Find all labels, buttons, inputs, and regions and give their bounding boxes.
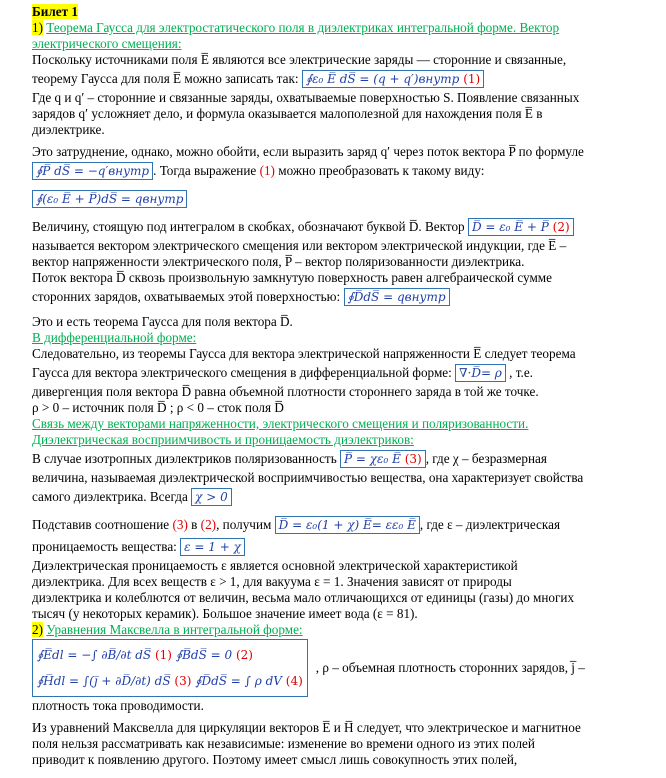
maxwell-eq-3: ∮H̅dl = ∫(j̅ + ∂D̅/∂t) dS̅ <box>37 674 171 688</box>
paragraph-line <box>32 144 666 160</box>
formula-combined: ∮(ε₀ E̅ + P̅)dS̅ = qвнутр <box>32 190 187 208</box>
ticket-title: Билет 1 <box>32 4 78 19</box>
formula-chi: χ > 0 <box>191 488 232 506</box>
paragraph-line <box>32 254 666 270</box>
paragraph-line <box>32 90 666 106</box>
paragraph-line <box>32 106 666 122</box>
text: проницаемость вещества: <box>32 539 177 554</box>
text: приводит к появлению другого. Поэтому имеет смысл лишь совокупность этих полей, <box>32 752 518 767</box>
section-heading <box>32 330 666 346</box>
maxwell-equations-box <box>32 639 308 697</box>
text: тысяч (у некоторых керамик). Большое значение имеет вода (ε = 81). <box>32 606 418 621</box>
text: самого диэлектрика. Всегда <box>32 489 188 504</box>
formula-ref: (1) <box>259 163 275 178</box>
maxwell-row-2 <box>37 668 303 694</box>
text: Диэлектрическая проницаемость ε является основной электрической характеристикой <box>32 558 518 573</box>
text: вектор напряженности электрического поля, P̅ – вектор поляризованности диэлектрика. <box>32 254 525 269</box>
paragraph-line <box>32 470 666 486</box>
text: можно преобразовать к такому виду: <box>278 163 485 178</box>
paragraph-line <box>32 752 666 768</box>
question-2-number: 2) <box>32 622 43 637</box>
paragraph-line <box>32 514 666 536</box>
text: дивергенция поля вектора D̅ равна объемной плотности стороннего заряда в той же точке. <box>32 384 539 399</box>
formula-number: (2) <box>235 648 253 662</box>
text: величина, называемая диэлектрической восприимчивостью вещества, она характеризует свойства <box>32 470 584 485</box>
paragraph-line <box>32 270 666 286</box>
text: , т.е. <box>509 365 533 380</box>
text: называется вектором электрического смещения или вектором электрической индукции, где E̅ – <box>32 238 567 253</box>
formula-flux-p: ∮P̅ dS̅ = −q′внутр <box>32 162 153 180</box>
paragraph-line <box>32 346 666 362</box>
question-2-text: Уравнения Максвелла в интегральной форме: <box>46 622 303 637</box>
question-1-number: 1) <box>32 20 43 35</box>
text: зарядов q′ усложняет дело, и формула оказывается малополезной для нахождения поля E̅ в <box>32 106 543 121</box>
text: Из уравнений Максвелла для циркуляции векторов E̅ и H̅ следует, что электрическое и магнитное <box>32 720 581 735</box>
formula-text: D̅ = ε₀ E̅ + P̅ <box>471 220 549 234</box>
text: , получим <box>216 517 272 532</box>
formula-gauss-e <box>302 70 484 88</box>
text: в <box>191 517 198 532</box>
question-1-text: Теорема Гаусса для электростатического поля в диэлектриках интегральной форме. Вектор <box>46 20 560 35</box>
paragraph-line <box>32 720 666 736</box>
text: Это затруднение, однако, можно обойти, если выразить заряд q′ через поток вектора P̅ по формуле <box>32 144 584 159</box>
text: Величину, стоящую под интегралом в скобках, обозначают буквой D̅. Вектор <box>32 219 465 234</box>
formula-number: (4) <box>285 674 303 688</box>
text: , где χ – безразмерная <box>425 451 547 466</box>
ticket-heading <box>32 4 666 20</box>
formula-number: (1) <box>154 648 172 662</box>
text: Поток вектора D̅ сквозь произвольную замкнутую поверхность равен алгебраической сумме <box>32 270 552 285</box>
paragraph-line <box>32 238 666 254</box>
text: Где q и q′ – сторонние и связанные заряды, охватываемые поверхностью S. Появление связанных <box>32 90 580 105</box>
paragraph-line <box>32 400 666 416</box>
text: Это и есть теорема Гаусса для поля вектора D̅. <box>32 314 293 329</box>
text: Поскольку источниками поля E̅ являются все электрические заряды — сторонние и связанные, <box>32 52 567 67</box>
text: Гаусса для вектора электрического смещения в дифференциальной форме: <box>32 365 452 380</box>
paragraph-line <box>32 286 666 308</box>
text: ρ > 0 – источник поля D̅ ; ρ < 0 – сток поля D̅ <box>32 400 284 415</box>
paragraph-line <box>32 362 666 384</box>
heading-differential: В дифференциальной форме: <box>32 330 197 345</box>
formula-ref: (2) <box>200 517 217 532</box>
formula-ref: (3) <box>172 517 188 532</box>
maxwell-eq-4: ∮D̅dS̅ = ∫ ρ dV <box>195 674 282 688</box>
text: теорему Гаусса для поля E̅ можно записать так: <box>32 71 299 86</box>
text: Следовательно, из теоремы Гаусса для вектора электрической напряженности E̅ следует теорема <box>32 346 576 361</box>
paragraph-line <box>32 52 666 68</box>
paragraph-line <box>32 736 666 752</box>
formula-eps: ε = 1 + χ <box>180 538 245 556</box>
paragraph-line <box>32 486 666 508</box>
formula-number: (1) <box>463 72 481 86</box>
maxwell-block <box>32 638 666 698</box>
paragraph-line <box>32 606 666 622</box>
formula-text: P̅ = χε₀ E̅ <box>344 452 401 466</box>
text: диэлектрика. Для всех веществ ε > 1, для вакуума ε = 1. Значения зависят от природы <box>32 574 512 589</box>
text: , где ε – диэлектрическая <box>419 517 561 532</box>
formula-number: (3) <box>174 674 192 688</box>
paragraph-line <box>32 160 666 182</box>
paragraph-line <box>32 216 666 238</box>
heading-relation: Связь между векторами напряженности, электрического смещения и поляризованности. <box>32 416 529 431</box>
formula-polarization <box>340 450 426 468</box>
paragraph-line <box>32 68 666 90</box>
formula-text: ∮ε₀ E̅ dS̅ = (q + q′)внутр <box>305 72 460 86</box>
formula-number: (3) <box>404 452 422 466</box>
text: Подставив соотношение <box>32 517 170 532</box>
formula-d-eps: D̅ = ε₀(1 + χ) E̅= εε₀ E̅ <box>275 516 420 534</box>
formula-gauss-d: ∮D̅dS̅ = qвнутр <box>344 288 450 306</box>
formula-div-d: ∇·D̅= ρ <box>455 364 506 382</box>
paragraph-line <box>32 536 666 558</box>
paragraph-line <box>32 558 666 574</box>
paragraph-line <box>32 574 666 590</box>
question-2-title <box>32 622 666 638</box>
formula-d-def <box>468 218 574 236</box>
paragraph-line <box>32 698 666 714</box>
paragraph-line <box>32 448 666 470</box>
maxwell-row-1 <box>37 642 303 668</box>
question-1-title-cont <box>32 36 666 52</box>
question-1-text-cont: электрического смещения: <box>32 36 182 51</box>
paragraph-line <box>32 122 666 138</box>
text: плотность тока проводимости. <box>32 698 204 713</box>
heading-permittivity: Диэлектрическая восприимчивость и проницаемость диэлектриков: <box>32 432 414 447</box>
text: поля нельзя рассматривать как независимые: изменение во времени одного из этих полей <box>32 736 535 751</box>
paragraph-line <box>32 384 666 400</box>
paragraph-line <box>32 590 666 606</box>
section-heading <box>32 416 666 432</box>
text: В случае изотропных диэлектриков поляризованность <box>32 451 337 466</box>
paragraph-line <box>32 314 666 330</box>
maxwell-eq-1: ∮E̅dl = −∫ ∂B̅/∂t dS̅ <box>37 648 152 662</box>
text: . Тогда выражение <box>153 163 257 178</box>
maxwell-note: , ρ – объемная плотность сторонних зарядов, j̅ – <box>315 660 585 675</box>
question-1-title <box>32 20 666 36</box>
text: диэлектрика и колеблются от величин, весьма мало отличающихся от единицы (газы) до многих <box>32 590 575 605</box>
text: сторонних зарядов, охватываемых этой поверхностью: <box>32 289 341 304</box>
maxwell-eq-2: ∮B̅dS̅ = 0 <box>175 648 233 662</box>
paragraph-line <box>32 188 666 210</box>
text: диэлектрике. <box>32 122 105 137</box>
formula-number: (2) <box>552 220 570 234</box>
section-heading <box>32 432 666 448</box>
